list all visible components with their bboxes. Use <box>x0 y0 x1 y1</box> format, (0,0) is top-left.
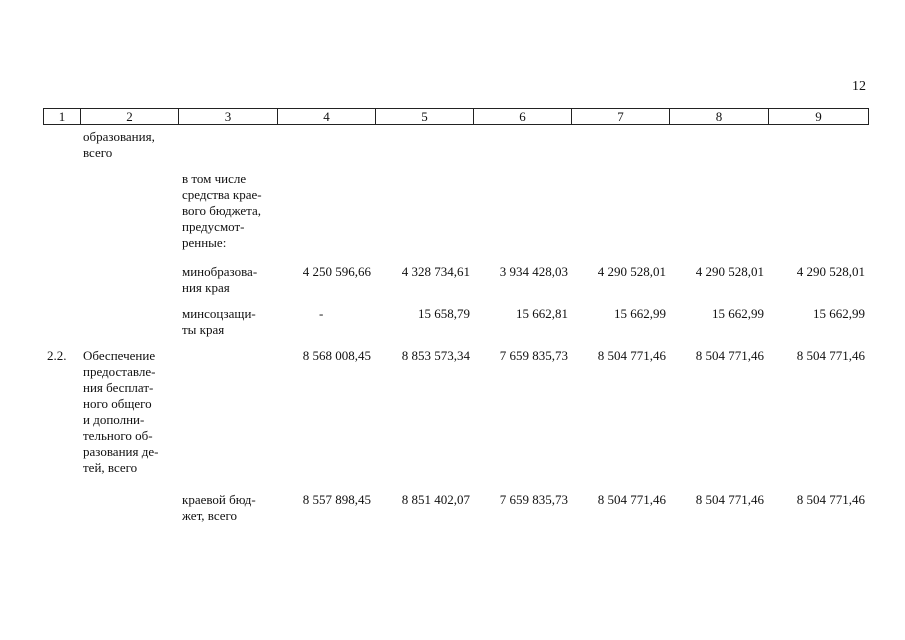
value-cell: 7 659 835,73 <box>499 348 568 363</box>
row-subtitle-cell: минобразова- ния края <box>182 264 258 295</box>
value-cell: 4 250 596,66 <box>302 264 371 279</box>
row-subtitle-cell: в том числе средства крае- вого бюджета, предусмот- ренные: <box>182 171 262 250</box>
header-col-7: 7 <box>571 108 670 125</box>
value-cell: 8 504 771,46 <box>695 348 764 363</box>
header-col-5: 5 <box>375 108 474 125</box>
value-cell: 15 662,99 <box>813 306 865 321</box>
value-cell: 8 851 402,07 <box>401 492 470 507</box>
value-cell: - <box>319 306 324 321</box>
page-number: 12 <box>852 79 866 94</box>
value-cell: 8 504 771,46 <box>597 492 666 507</box>
header-col-9: 9 <box>768 108 869 125</box>
row-number-cell: 2.2. <box>47 348 67 363</box>
value-cell: 15 662,99 <box>712 306 764 321</box>
row-name-cell: Обеспечение предоставле- ния бесплат- ного общего и дополни- тельного об- разования де- тей, всего <box>83 348 159 475</box>
value-cell: 8 557 898,45 <box>302 492 371 507</box>
header-col-6: 6 <box>473 108 572 125</box>
value-cell: 15 662,81 <box>516 306 568 321</box>
row-subtitle-cell: краевой бюд- жет, всего <box>182 492 256 523</box>
value-cell: 8 504 771,46 <box>796 492 865 507</box>
row-name-cell: образования, всего <box>83 129 155 160</box>
value-cell: 7 659 835,73 <box>499 492 568 507</box>
header-col-8: 8 <box>669 108 769 125</box>
value-cell: 8 568 008,45 <box>302 348 371 363</box>
value-cell: 8 504 771,46 <box>597 348 666 363</box>
value-cell: 8 853 573,34 <box>401 348 470 363</box>
header-col-3: 3 <box>178 108 278 125</box>
row-subtitle-cell: минсоцзащи- ты края <box>182 306 256 337</box>
value-cell: 4 290 528,01 <box>796 264 865 279</box>
value-cell: 4 328 734,61 <box>401 264 470 279</box>
value-cell: 15 662,99 <box>614 306 666 321</box>
value-cell: 15 658,79 <box>418 306 470 321</box>
header-col-2: 2 <box>80 108 179 125</box>
value-cell: 3 934 428,03 <box>499 264 568 279</box>
value-cell: 4 290 528,01 <box>695 264 764 279</box>
value-cell: 8 504 771,46 <box>695 492 764 507</box>
value-cell: 8 504 771,46 <box>796 348 865 363</box>
value-cell: 4 290 528,01 <box>597 264 666 279</box>
header-col-4: 4 <box>277 108 376 125</box>
header-col-1: 1 <box>43 108 81 125</box>
